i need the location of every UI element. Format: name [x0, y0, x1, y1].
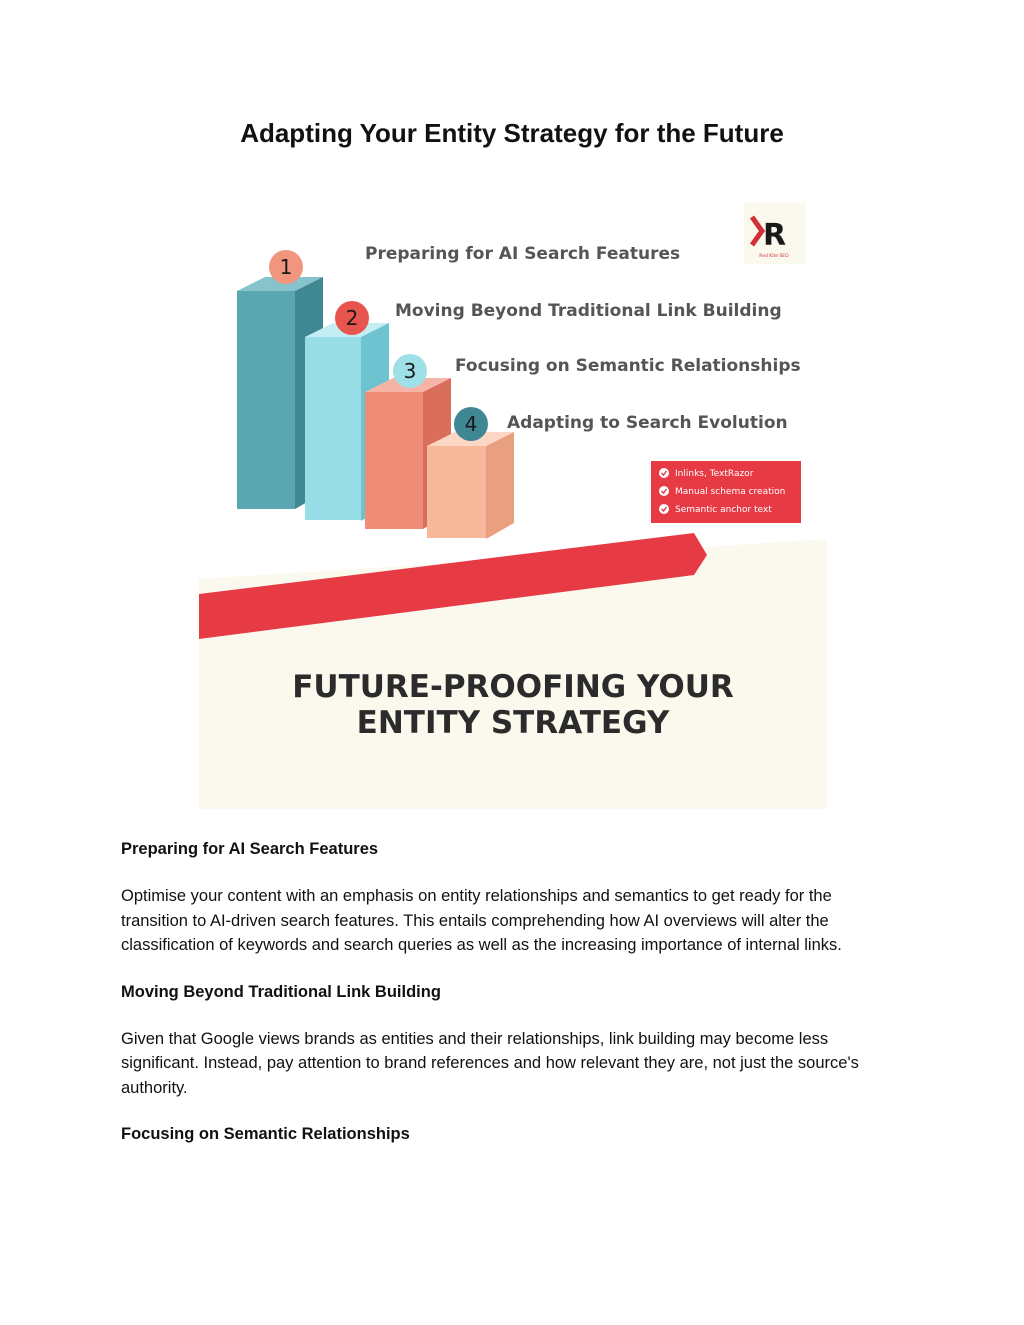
step-1-label: Preparing for AI Search Features [365, 244, 681, 264]
section-body: Optimise your content with an emphasis on entity relationships and semantics to get ready for the transition to AI-driven search features. This entails comprehending how AI overviews will alter the classification of keywords and search queries as well as the increasing importance of internal links. [121, 887, 842, 954]
section-link-building [121, 983, 901, 1101]
section-semantic-relationships [121, 1125, 901, 1144]
check-circle-icon [659, 504, 669, 514]
infographic-graphic [199, 199, 827, 809]
check-circle-icon [659, 486, 669, 496]
bar-3-front [365, 392, 423, 529]
bar-4-front [427, 446, 486, 538]
step-3-label: Focusing on Semantic Relationships [455, 356, 801, 376]
banner-line-1: FUTURE-PROOFING YOUR [292, 669, 734, 705]
step-2-number: 2 [345, 306, 359, 330]
step-2-label: Moving Beyond Traditional Link Building [395, 301, 782, 321]
section-heading: Focusing on Semantic Relationships [121, 1125, 410, 1143]
checklist-item-text: Manual schema creation [675, 487, 786, 497]
checklist-item-text: Semantic anchor text [675, 505, 772, 515]
section-heading: Moving Beyond Traditional Link Building [121, 982, 441, 1001]
step-3-number: 3 [403, 359, 417, 383]
future-proofing-infographic [199, 199, 827, 809]
checklist-item-text: Inlinks, TextRazor [675, 469, 754, 479]
bar-2-front [305, 337, 361, 520]
logo-letter: R [763, 218, 787, 253]
document-title: Adapting Your Entity Strategy for the Future [240, 118, 784, 148]
logo-caption: Red Kite SEO [759, 254, 789, 259]
bar-4-side [486, 432, 514, 539]
section-ai-search [121, 840, 901, 958]
article-content [121, 840, 901, 1169]
checklist-item-3 [659, 504, 772, 515]
step-1-number: 1 [279, 255, 293, 279]
check-circle-icon [659, 468, 669, 478]
section-heading: Preparing for AI Search Features [121, 840, 379, 858]
checklist-item-2 [659, 486, 785, 497]
step-4-number: 4 [464, 412, 478, 436]
bar-1-front [237, 291, 295, 509]
section-body: Given that Google views brands as entities and their relationships, link building may become less significant. Instead, pay attention to brand references and how relevant they are, not just the source's authority. [121, 1029, 859, 1097]
banner-line-2: ENTITY STRATEGY [356, 705, 670, 741]
step-4-label: Adapting to Search Evolution [507, 413, 788, 433]
